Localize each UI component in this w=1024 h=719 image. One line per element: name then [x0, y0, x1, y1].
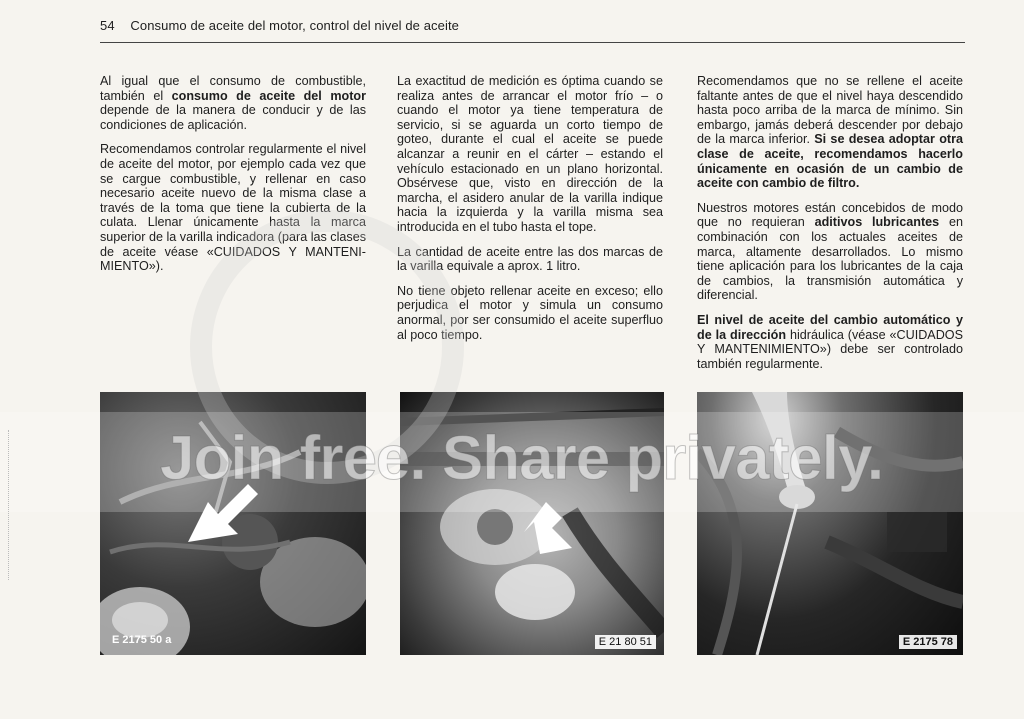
- watermark-text: Join free. Share privately.: [160, 424, 884, 493]
- text-run: Recomendamos que no se rellene el aceite faltante antes de que el nivel haya descendido hasta poco arriba de la marca de mínimo. Sin embargo, jamás deberá descender por debajo de la marca inferior.: [697, 74, 963, 147]
- bold-text: aditivos lubricantes: [814, 215, 940, 230]
- bold-text: consumo de aceite del motor: [171, 88, 366, 103]
- header-divider: [100, 42, 965, 43]
- paragraph: [697, 201, 963, 303]
- text-column-3: [697, 74, 963, 381]
- paragraph: [697, 74, 963, 191]
- margin-marks: [8, 430, 39, 580]
- paragraph: La cantidad de aceite entre las dos marcas de la varilla equivale a aprox. 1 litro.: [397, 244, 663, 274]
- paragraph: [697, 313, 963, 371]
- text-run: Al igual que el consumo de combustible, también el: [100, 74, 366, 103]
- bold-text: Si se desea adoptar otra clase de aceite, recomendamos hacerlo únicamente en ocasión de un cambio de aceite con cambio de filtro.: [697, 132, 963, 191]
- bold-text: El nivel de aceite del cambio automático y de la dirección: [697, 312, 963, 342]
- paragraph: Recomendamos controlar regularmente el nivel de aceite del motor, por ejemplo cada vez que se cargue combustible, y rellenar en caso necesario aceite nuevo de la misma clase a través de la toma que tiene la cubierta de la culata. Llenar únicamente hasta la marca superior de la varilla indicadora (para las clases de aceite véase «CUIDADOS Y MANTENI-MIENTO»).: [100, 142, 366, 274]
- text-run: Nuestros motores están concebidos de modo que no requieran: [697, 200, 963, 230]
- page-title: Consumo de aceite del motor, control del nivel de aceite: [130, 18, 460, 33]
- paragraph: La exactitud de medición es óptima cuando se realiza antes de arrancar el motor frío – o cuando el motor ya tiene temperatura de servicio, si se aguarda un corto tiempo de goteo, durante el cual el aceite se puede alcanzar a reunir en el cárter – estando el vehículo estacionado en un plano horizontal. Obsérvese que, visto en dirección de la marcha, el asidero anular de la varilla indique hacia la izquierda y la varilla misma sea introducida en el tubo hasta el tope.: [397, 74, 663, 234]
- text-run: en combinación con los actuales aceites de marca, altamente desarrollados. Lo mismo tiene aplicación para los lubricantes de la caja de cambios, la transmisión automática y diferencial.: [697, 215, 963, 303]
- photo-code: E 2175 50 a: [112, 634, 172, 646]
- photo-code: E 2175 78: [899, 635, 957, 649]
- paragraph: No tiene objeto rellenar aceite en exceso; ello perjudica el motor y simula un consumo anormal, por ser consumido el aceite superfluo al poco tiempo.: [397, 283, 663, 342]
- text-run: depende de la manera de conducir y de las condiciones de aplicación.: [100, 103, 366, 132]
- photo-code: E 21 80 51: [595, 635, 656, 649]
- page-number: 54: [100, 18, 115, 33]
- page-header: [100, 18, 965, 33]
- text-run: hidráulica (véase «CUIDADOS Y MANTENIMIENTO») debe ser controlado también regularmente.: [697, 327, 964, 371]
- paragraph: [100, 74, 366, 132]
